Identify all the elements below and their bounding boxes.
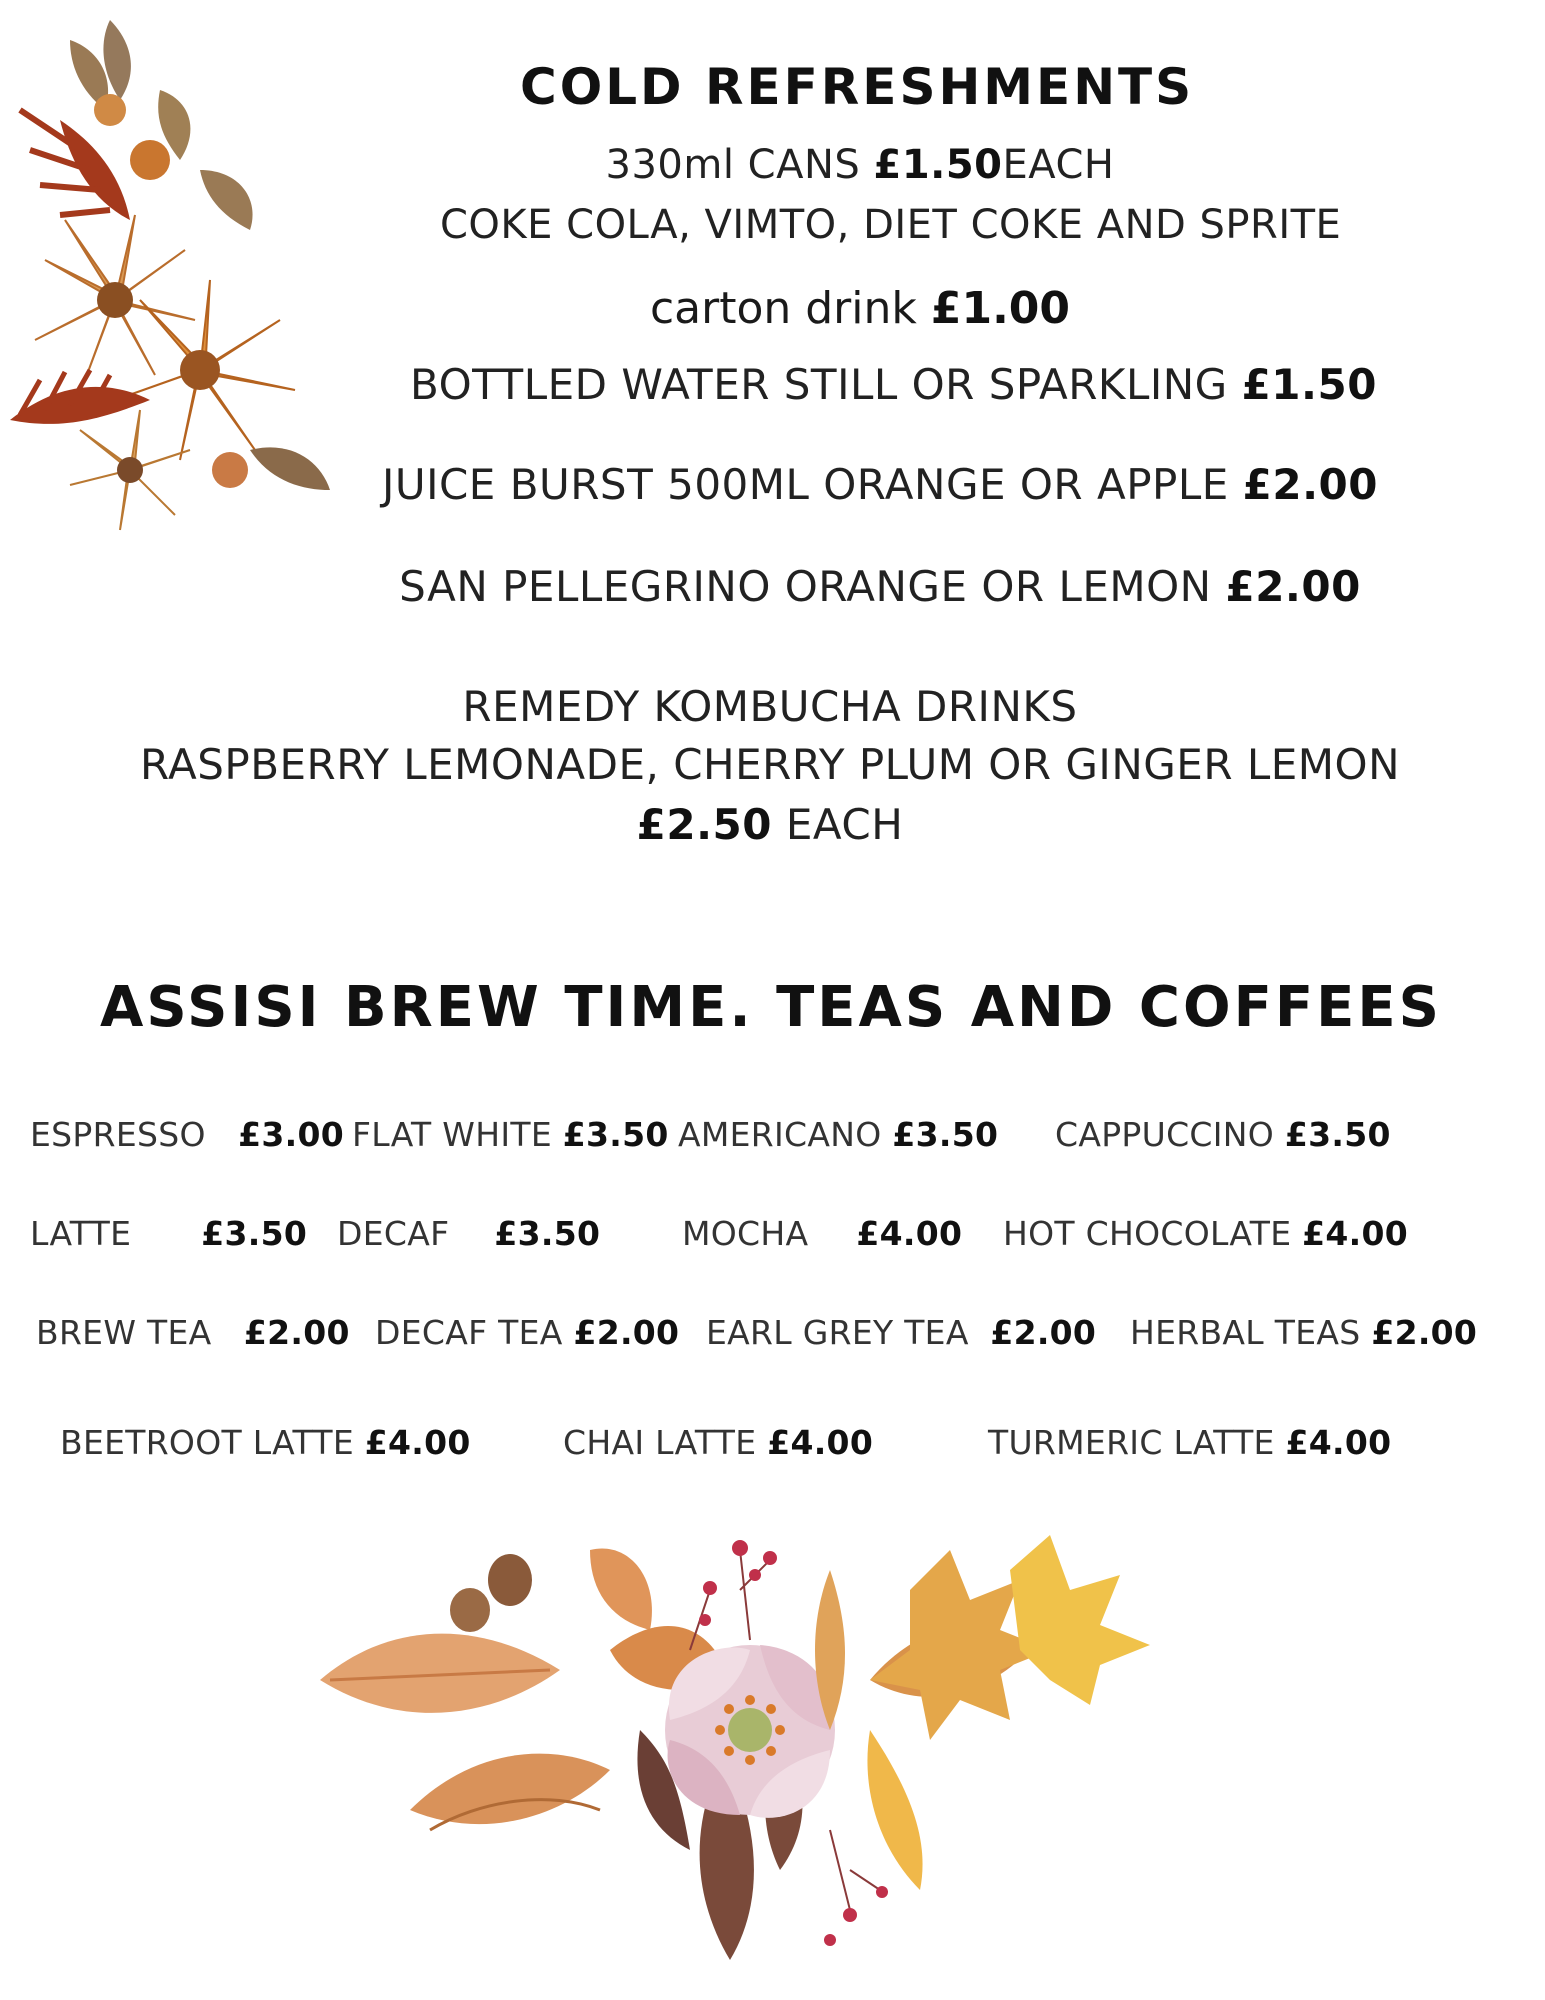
menu-item: TURMERIC LATTE £4.00 bbox=[988, 1423, 1392, 1462]
menu-item: LATTE £3.50 bbox=[30, 1214, 308, 1253]
cans-label: 330ml CANS bbox=[605, 142, 861, 188]
kombucha-each: EACH bbox=[785, 800, 904, 849]
juice-line bbox=[380, 460, 1380, 509]
cans-each: EACH bbox=[1002, 142, 1115, 188]
menu-item: AMERICANO £3.50 bbox=[678, 1115, 999, 1154]
menu-item: ESPRESSO £3.00 bbox=[30, 1115, 345, 1154]
menu-item: CHAI LATTE £4.00 bbox=[563, 1423, 874, 1462]
menu-item: DECAF £3.50 bbox=[337, 1214, 601, 1253]
kombucha-flavours: RASPBERRY LEMONADE, CHERRY PLUM OR GINGER LEMON bbox=[140, 740, 1400, 789]
water-line bbox=[410, 360, 1377, 409]
menu-item: CAPPUCCINO £3.50 bbox=[1055, 1115, 1391, 1154]
water-label: BOTTLED WATER STILL OR SPARKLING bbox=[410, 360, 1228, 409]
kombucha-price-line bbox=[560, 800, 980, 849]
autumn-flower-bouquet-icon bbox=[0, 0, 340, 540]
menu-item: EARL GREY TEA £2.00 bbox=[706, 1313, 1097, 1352]
cans-price-line bbox=[560, 142, 1160, 188]
pellegrino-label: SAN PELLEGRINO ORANGE OR LEMON bbox=[399, 562, 1212, 611]
menu-item: BEETROOT LATTE £4.00 bbox=[60, 1423, 471, 1462]
menu-item: FLAT WHITE £3.50 bbox=[352, 1115, 669, 1154]
juice-price: £2.00 bbox=[1242, 460, 1379, 509]
autumn-leaves-wreath-icon bbox=[310, 1530, 1190, 1990]
menu-item: HOT CHOCOLATE £4.00 bbox=[1003, 1214, 1409, 1253]
kombucha-title: REMEDY KOMBUCHA DRINKS bbox=[462, 682, 1078, 731]
kombucha-price: £2.50 bbox=[636, 800, 773, 849]
carton-label: carton drink bbox=[649, 283, 917, 334]
juice-label: JUICE BURST 500ML ORANGE OR APPLE bbox=[381, 460, 1229, 509]
cans-price: £1.50 bbox=[873, 142, 1003, 188]
menu-item: BREW TEA £2.00 bbox=[36, 1313, 350, 1352]
cold-refreshments-heading: COLD REFRESHMENTS bbox=[520, 58, 1195, 116]
pellegrino-price: £2.00 bbox=[1225, 562, 1361, 611]
cans-flavours: COKE COLA, VIMTO, DIET COKE AND SPRITE bbox=[440, 202, 1342, 248]
menu-item: DECAF TEA £2.00 bbox=[375, 1313, 680, 1352]
carton-line bbox=[620, 283, 1100, 334]
menu-item: MOCHA £4.00 bbox=[682, 1214, 963, 1253]
brew-time-heading: ASSISI BREW TIME. TEAS AND COFFEES bbox=[100, 975, 1442, 1040]
water-price: £1.50 bbox=[1241, 360, 1377, 409]
carton-price: £1.00 bbox=[930, 283, 1071, 334]
pellegrino-line bbox=[390, 562, 1370, 611]
menu-item: HERBAL TEAS £2.00 bbox=[1130, 1313, 1478, 1352]
